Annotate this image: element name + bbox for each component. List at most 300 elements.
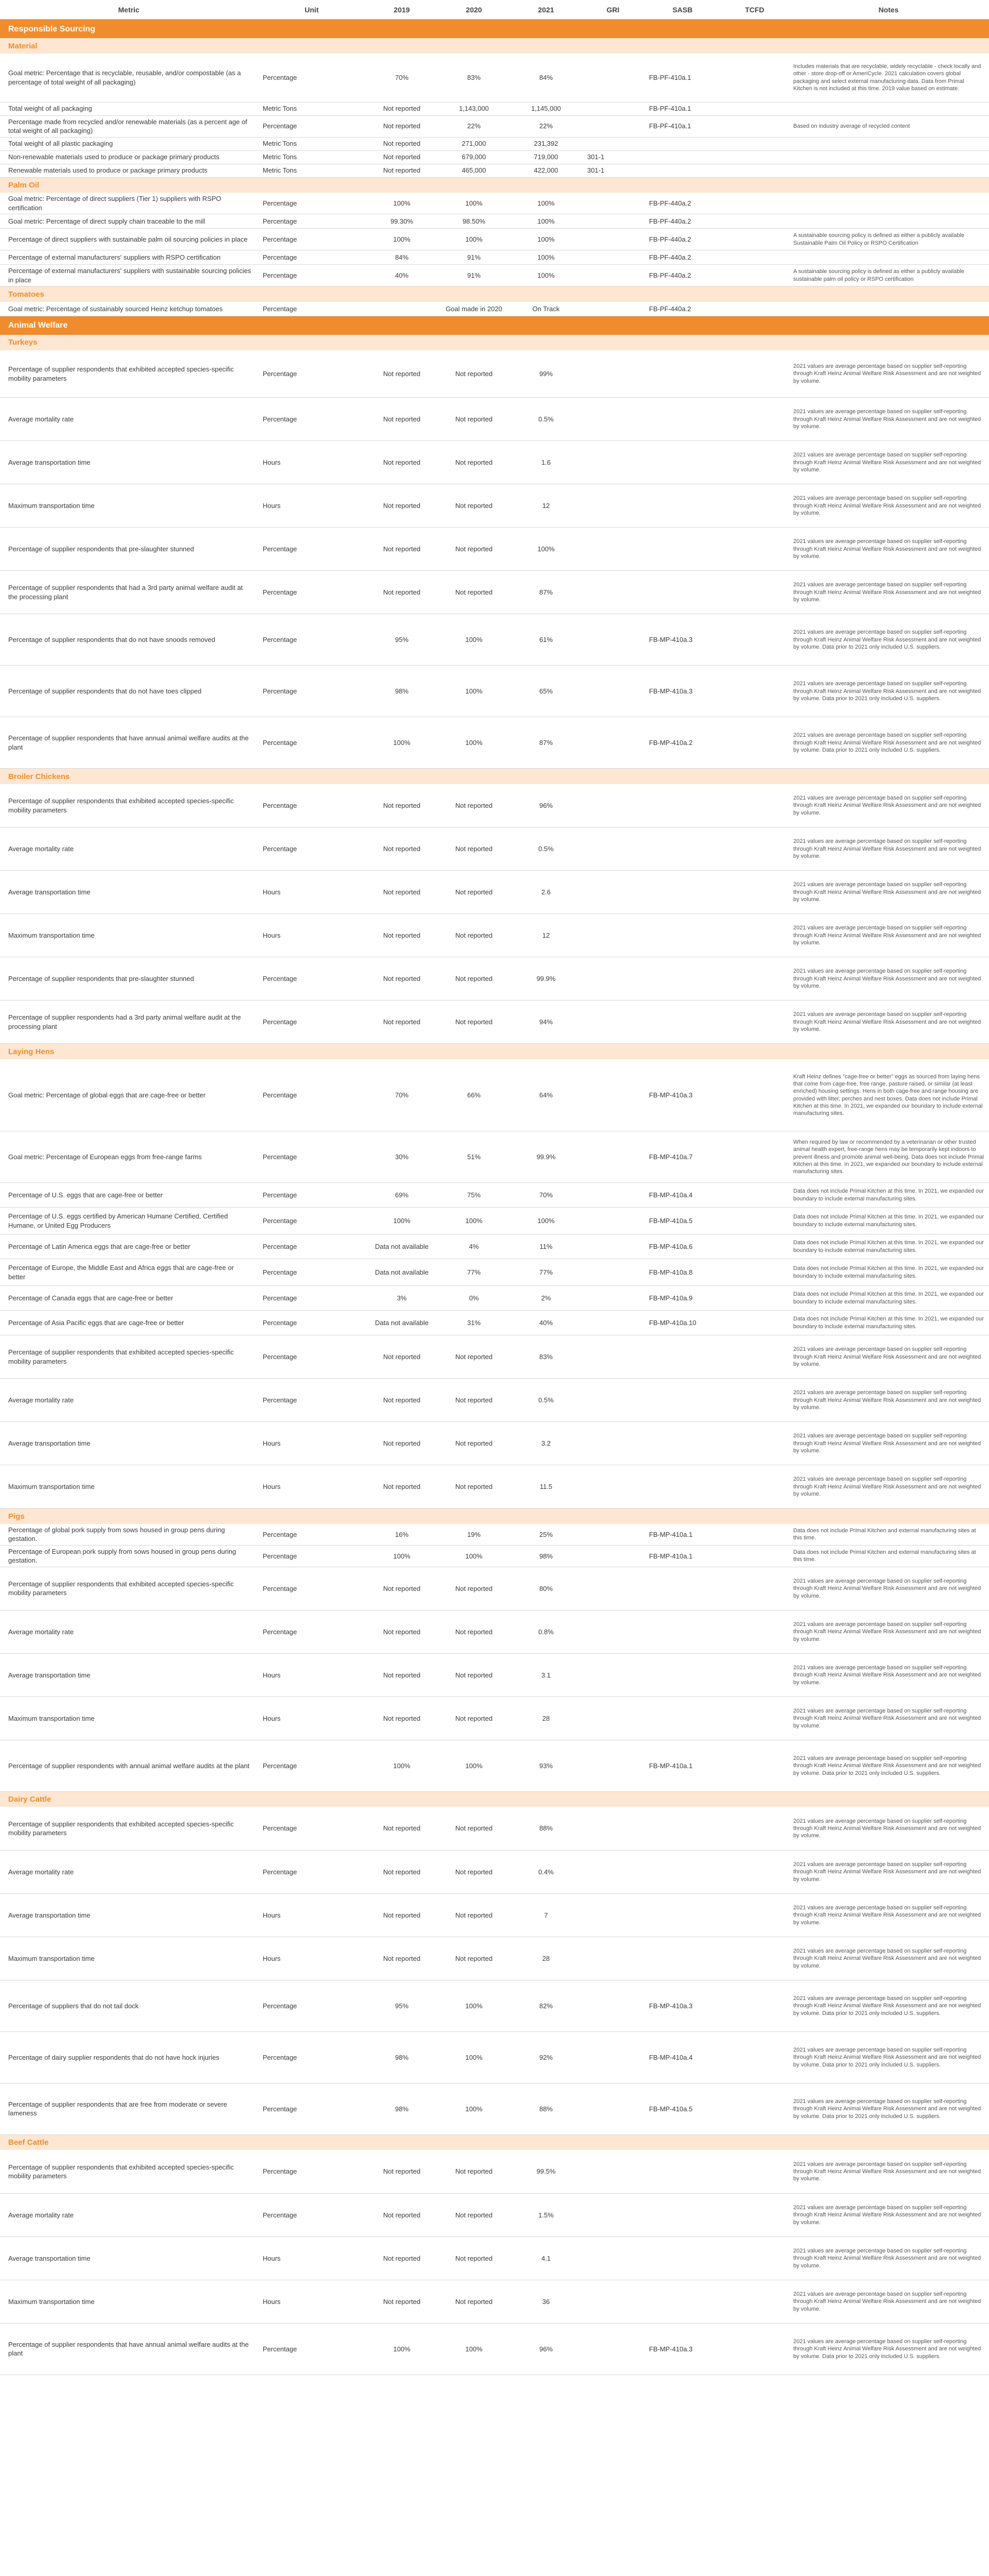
value-2020-cell: Not reported — [438, 1937, 510, 1980]
sasb-cell — [644, 484, 721, 528]
gri-cell — [582, 2236, 644, 2280]
unit-cell: Hours — [258, 2280, 366, 2323]
unit-cell: Metric Tons — [258, 102, 366, 115]
table-row — [0, 1001, 989, 1044]
table-row — [0, 2193, 989, 2236]
gri-cell — [582, 250, 644, 265]
tcfd-cell — [721, 666, 788, 717]
value-2021-cell: 77% — [510, 1259, 582, 1286]
unit-cell: Percentage — [258, 265, 366, 286]
notes-cell — [788, 302, 989, 316]
sasb-cell — [644, 1422, 721, 1465]
sasb-cell — [644, 871, 721, 914]
value-2019-cell: 98% — [366, 666, 438, 717]
value-2021-cell: 0.5% — [510, 398, 582, 441]
value-2021-cell: 99.9% — [510, 957, 582, 1001]
sasb-cell: FB-MP-410a.5 — [644, 1208, 721, 1234]
unit-cell: Percentage — [258, 1234, 366, 1259]
value-2021-cell: 0.8% — [510, 1610, 582, 1653]
notes-cell: 2021 values are average percentage based on supplier self-reporting through Kraft Heinz Animal Welfare Risk Assessment and are not weighted by volume. — [788, 398, 989, 441]
tcfd-cell — [721, 164, 788, 177]
table-row — [0, 250, 989, 265]
value-2021-cell: 83% — [510, 1335, 582, 1379]
tcfd-cell — [721, 1893, 788, 1937]
section-title: Responsible Sourcing — [0, 20, 989, 38]
table-row — [0, 1937, 989, 1980]
value-2021-cell: 28 — [510, 1697, 582, 1740]
gri-cell — [582, 398, 644, 441]
metric-cell: Percentage of supplier respondents that had a 3rd party animal welfare audit at the processing plant — [0, 571, 258, 614]
notes-cell: Includes materials that are recyclable, widely recyclable - check locally and other - store drop-off or AmeriCycle. 2021 calculation covers global packaging and select external manufacturing data. Data from Primal Kitchen is not included at this time. 2019 value based on estimate. — [788, 54, 989, 102]
subsection-header — [0, 1509, 989, 1524]
notes-cell: Data does not include Primal Kitchen at this time. In 2021, we expanded our boundary to include external manufacturing sites. — [788, 1286, 989, 1311]
tcfd-cell — [721, 2193, 788, 2236]
tcfd-cell — [721, 54, 788, 102]
sasb-cell: FB-MP-410a.4 — [644, 1183, 721, 1208]
sasb-cell — [644, 1850, 721, 1893]
value-2020-cell: 100% — [438, 666, 510, 717]
notes-cell — [788, 193, 989, 214]
notes-cell: Data does not include Primal Kitchen and external manufacturing sites at this time. — [788, 1545, 989, 1567]
table-body — [0, 20, 989, 2375]
value-2019-cell: Not reported — [366, 1850, 438, 1893]
value-2020-cell: Not reported — [438, 1465, 510, 1509]
col-header-gri: GRI — [582, 0, 644, 20]
unit-cell: Percentage — [258, 571, 366, 614]
value-2020-cell: Not reported — [438, 1850, 510, 1893]
tcfd-cell — [721, 302, 788, 316]
tcfd-cell — [721, 150, 788, 164]
subsection-header — [0, 286, 989, 302]
tcfd-cell — [721, 1183, 788, 1208]
sasb-cell — [644, 2236, 721, 2280]
col-header-notes: Notes — [788, 0, 989, 20]
notes-cell: Data does not include Primal Kitchen and external manufacturing sites at this time. — [788, 1524, 989, 1546]
notes-cell: Kraft Heinz defines "cage-free or better" eggs as sourced from laying hens that come from cage-free, free range, pasture raised, or similar (at least enriched) housing settings. Hens in both cage-free and range housing are provided with litter, perches and nest boxes. Data does not include Primal Kitchen at this time. In 2021, we expanded our boundary to include external manufacturing sites. — [788, 1059, 989, 1131]
metric-cell: Average mortality rate — [0, 827, 258, 871]
tcfd-cell — [721, 1208, 788, 1234]
metric-cell: Total weight of all plastic packaging — [0, 137, 258, 150]
unit-cell: Percentage — [258, 1807, 366, 1850]
notes-cell: 2021 values are average percentage based on supplier self-reporting through Kraft Heinz Animal Welfare Risk Assessment and are not weighted by volume. — [788, 441, 989, 484]
metric-cell: Percentage of supplier respondents that pre-slaughter stunned — [0, 957, 258, 1001]
unit-cell: Percentage — [258, 717, 366, 769]
table-row — [0, 571, 989, 614]
value-2021-cell: 96% — [510, 2323, 582, 2375]
metric-cell: Renewable materials used to produce or package primary products — [0, 164, 258, 177]
gri-cell — [582, 1524, 644, 1546]
value-2019-cell: Not reported — [366, 1422, 438, 1465]
unit-cell: Percentage — [258, 250, 366, 265]
value-2020-cell: 91% — [438, 250, 510, 265]
subsection-title: Palm Oil — [0, 177, 989, 193]
value-2021-cell: 61% — [510, 614, 582, 666]
unit-cell: Percentage — [258, 398, 366, 441]
unit-cell: Percentage — [258, 1379, 366, 1422]
sasb-cell — [644, 827, 721, 871]
tcfd-cell — [721, 1937, 788, 1980]
metric-cell: Percentage of U.S. eggs certified by American Humane Certified, Certified Humane, or United Egg Producers — [0, 1208, 258, 1234]
notes-cell: 2021 values are average percentage based on supplier self-reporting through Kraft Heinz Animal Welfare Risk Assessment and are not weighted by volume. — [788, 571, 989, 614]
value-2019-cell: Not reported — [366, 784, 438, 827]
value-2020-cell: 100% — [438, 229, 510, 250]
table-row — [0, 1131, 989, 1183]
value-2020-cell: Not reported — [438, 1335, 510, 1379]
tcfd-cell — [721, 193, 788, 214]
tcfd-cell — [721, 484, 788, 528]
unit-cell: Percentage — [258, 1567, 366, 1610]
value-2019-cell: Not reported — [366, 137, 438, 150]
gri-cell — [582, 1259, 644, 1286]
value-2021-cell: 1.6 — [510, 441, 582, 484]
metric-cell: Percentage of Europe, the Middle East and Africa eggs that are cage-free or better — [0, 1259, 258, 1286]
notes-cell: 2021 values are average percentage based on supplier self-reporting through Kraft Heinz Animal Welfare Risk Assessment and are not weighted by volume. — [788, 914, 989, 957]
unit-cell: Percentage — [258, 1183, 366, 1208]
tcfd-cell — [721, 1610, 788, 1653]
gri-cell — [582, 1001, 644, 1044]
metric-cell: Percentage of U.S. eggs that are cage-free or better — [0, 1183, 258, 1208]
metric-cell: Percentage made from recycled and/or renewable materials (as a percent age of total weight of all packaging) — [0, 115, 258, 137]
unit-cell: Metric Tons — [258, 150, 366, 164]
value-2020-cell: Not reported — [438, 528, 510, 571]
notes-cell: 2021 values are average percentage based on supplier self-reporting through Kraft Heinz Animal Welfare Risk Assessment and are not weighted by volume. — [788, 827, 989, 871]
metric-cell: Average mortality rate — [0, 2193, 258, 2236]
value-2019-cell: Data not available — [366, 1311, 438, 1335]
unit-cell: Hours — [258, 1465, 366, 1509]
gri-cell — [582, 1183, 644, 1208]
table-row — [0, 1422, 989, 1465]
table-row — [0, 302, 989, 316]
gri-cell — [582, 528, 644, 571]
table-row — [0, 193, 989, 214]
value-2019-cell: Not reported — [366, 2236, 438, 2280]
gri-cell — [582, 1379, 644, 1422]
value-2019-cell: 70% — [366, 54, 438, 102]
value-2019-cell: 70% — [366, 1059, 438, 1131]
tcfd-cell — [721, 784, 788, 827]
metric-cell: Average transportation time — [0, 1653, 258, 1697]
metric-cell: Maximum transportation time — [0, 914, 258, 957]
tcfd-cell — [721, 229, 788, 250]
unit-cell: Percentage — [258, 2150, 366, 2193]
table-row — [0, 398, 989, 441]
tcfd-cell — [721, 1131, 788, 1183]
gri-cell — [582, 1697, 644, 1740]
value-2019-cell: 16% — [366, 1524, 438, 1546]
value-2020-cell: Not reported — [438, 398, 510, 441]
metric-cell: Percentage of supplier respondents that exhibited accepted species-specific mobility parameters — [0, 1335, 258, 1379]
metric-cell: Percentage of supplier respondents that pre-slaughter stunned — [0, 528, 258, 571]
value-2021-cell: 40% — [510, 1311, 582, 1335]
gri-cell — [582, 1311, 644, 1335]
value-2019-cell: 100% — [366, 229, 438, 250]
value-2019-cell: Data not available — [366, 1259, 438, 1286]
unit-cell: Percentage — [258, 115, 366, 137]
value-2020-cell: Not reported — [438, 1001, 510, 1044]
value-2019-cell: Not reported — [366, 441, 438, 484]
table-row — [0, 229, 989, 250]
notes-cell: 2021 values are average percentage based on supplier self-reporting through Kraft Heinz Animal Welfare Risk Assessment and are not weighted by volume. — [788, 2236, 989, 2280]
unit-cell: Percentage — [258, 1131, 366, 1183]
tcfd-cell — [721, 1422, 788, 1465]
notes-cell — [788, 164, 989, 177]
metric-cell: Percentage of supplier respondents had a 3rd party animal welfare audit at the processing plant — [0, 1001, 258, 1044]
sasb-cell — [644, 150, 721, 164]
metric-cell: Percentage of dairy supplier respondents that do not have hock injuries — [0, 2031, 258, 2083]
sasb-cell: FB-MP-410a.3 — [644, 666, 721, 717]
gri-cell — [582, 102, 644, 115]
gri-cell — [582, 302, 644, 316]
tcfd-cell — [721, 614, 788, 666]
value-2019-cell: Not reported — [366, 1465, 438, 1509]
value-2019-cell: 84% — [366, 250, 438, 265]
value-2020-cell: Not reported — [438, 1379, 510, 1422]
value-2019-cell: Not reported — [366, 115, 438, 137]
value-2019-cell: 40% — [366, 265, 438, 286]
table-row — [0, 2083, 989, 2134]
subsection-header — [0, 38, 989, 54]
gri-cell — [582, 717, 644, 769]
value-2021-cell: 719,000 — [510, 150, 582, 164]
value-2021-cell: 12 — [510, 914, 582, 957]
unit-cell: Percentage — [258, 1740, 366, 1791]
value-2020-cell: 1,143,000 — [438, 102, 510, 115]
gri-cell — [582, 871, 644, 914]
value-2019-cell: Not reported — [366, 1567, 438, 1610]
value-2019-cell: Not reported — [366, 1807, 438, 1850]
sasb-cell: FB-PF-440a.2 — [644, 193, 721, 214]
sasb-cell — [644, 1465, 721, 1509]
gri-cell: 301-1 — [582, 164, 644, 177]
value-2019-cell: Not reported — [366, 102, 438, 115]
sasb-cell: FB-MP-410a.5 — [644, 2083, 721, 2134]
value-2020-cell: Not reported — [438, 957, 510, 1001]
unit-cell: Hours — [258, 1422, 366, 1465]
tcfd-cell — [721, 2150, 788, 2193]
value-2019-cell: Not reported — [366, 1697, 438, 1740]
unit-cell: Percentage — [258, 1524, 366, 1546]
metric-cell: Maximum transportation time — [0, 2280, 258, 2323]
metric-cell: Percentage of supplier respondents that exhibited accepted species-specific mobility parameters — [0, 350, 258, 398]
metric-cell: Percentage of Canada eggs that are cage-free or better — [0, 1286, 258, 1311]
sasb-cell: FB-PF-410a.1 — [644, 102, 721, 115]
tcfd-cell — [721, 1545, 788, 1567]
value-2019-cell: Not reported — [366, 350, 438, 398]
notes-cell: 2021 values are average percentage based on supplier self-reporting through Kraft Heinz Animal Welfare Risk Assessment and are not weighted by volume. — [788, 350, 989, 398]
notes-cell: 2021 values are average percentage based on supplier self-reporting through Kraft Heinz Animal Welfare Risk Assessment and are not weighted by volume. — [788, 1422, 989, 1465]
metric-cell: Percentage of supplier respondents with annual animal welfare audits at the plant — [0, 1740, 258, 1791]
col-header-sasb: SASB — [644, 0, 721, 20]
value-2021-cell: 96% — [510, 784, 582, 827]
table-row — [0, 1653, 989, 1697]
table-row — [0, 1208, 989, 1234]
notes-cell: 2021 values are average percentage based on supplier self-reporting through Kraft Heinz Animal Welfare Risk Assessment and are not weighted by volume. — [788, 484, 989, 528]
unit-cell: Percentage — [258, 1610, 366, 1653]
notes-cell: Based on industry average of recycled content — [788, 115, 989, 137]
value-2020-cell: Not reported — [438, 571, 510, 614]
sasb-cell: FB-PF-440a.2 — [644, 229, 721, 250]
table-row — [0, 1980, 989, 2031]
table-row — [0, 528, 989, 571]
gri-cell — [582, 914, 644, 957]
col-header-tcfd: TCFD — [721, 0, 788, 20]
table-row — [0, 1465, 989, 1509]
value-2021-cell: 93% — [510, 1740, 582, 1791]
tcfd-cell — [721, 1335, 788, 1379]
sasb-cell: FB-MP-410a.6 — [644, 1234, 721, 1259]
sasb-cell — [644, 1610, 721, 1653]
notes-cell: 2021 values are average percentage based on supplier self-reporting through Kraft Heinz Animal Welfare Risk Assessment and are not weighted by volume. Data prior to 2021 only included U.S. suppliers. — [788, 1980, 989, 2031]
metric-cell: Non-renewable materials used to produce or package primary products — [0, 150, 258, 164]
value-2019-cell: Not reported — [366, 1610, 438, 1653]
notes-cell: 2021 values are average percentage based on supplier self-reporting through Kraft Heinz Animal Welfare Risk Assessment and are not weighted by volume. — [788, 1465, 989, 1509]
table-row — [0, 441, 989, 484]
value-2020-cell: 100% — [438, 2083, 510, 2134]
section-title: Animal Welfare — [0, 316, 989, 335]
value-2019-cell: Not reported — [366, 914, 438, 957]
sasb-cell — [644, 1379, 721, 1422]
value-2019-cell: 100% — [366, 193, 438, 214]
gri-cell — [582, 1980, 644, 2031]
gri-cell — [582, 614, 644, 666]
unit-cell: Hours — [258, 484, 366, 528]
value-2020-cell: Not reported — [438, 2193, 510, 2236]
notes-cell: 2021 values are average percentage based on supplier self-reporting through Kraft Heinz Animal Welfare Risk Assessment and are not weighted by volume. — [788, 1335, 989, 1379]
value-2020-cell: Not reported — [438, 1653, 510, 1697]
subsection-header — [0, 177, 989, 193]
unit-cell: Percentage — [258, 1001, 366, 1044]
unit-cell: Percentage — [258, 614, 366, 666]
value-2020-cell: 100% — [438, 1208, 510, 1234]
value-2019-cell: Not reported — [366, 827, 438, 871]
tcfd-cell — [721, 571, 788, 614]
tcfd-cell — [721, 2280, 788, 2323]
gri-cell — [582, 957, 644, 1001]
notes-cell: Data does not include Primal Kitchen at this time. In 2021, we expanded our boundary to include external manufacturing sites. — [788, 1183, 989, 1208]
metric-cell: Maximum transportation time — [0, 484, 258, 528]
tcfd-cell — [721, 957, 788, 1001]
sasb-cell: FB-MP-410a.9 — [644, 1286, 721, 1311]
sasb-cell: FB-PF-410a.1 — [644, 54, 721, 102]
notes-cell: Data does not include Primal Kitchen at this time. In 2021, we expanded our boundary to include external manufacturing sites. — [788, 1311, 989, 1335]
subsection-title: Beef Cattle — [0, 2134, 989, 2150]
value-2020-cell: 271,000 — [438, 137, 510, 150]
value-2021-cell: 87% — [510, 571, 582, 614]
sasb-cell: FB-MP-410a.8 — [644, 1259, 721, 1286]
value-2021-cell: 88% — [510, 1807, 582, 1850]
unit-cell: Percentage — [258, 54, 366, 102]
value-2019-cell: 98% — [366, 2083, 438, 2134]
value-2019-cell: 69% — [366, 1183, 438, 1208]
value-2020-cell: 75% — [438, 1183, 510, 1208]
sasb-cell: FB-MP-410a.4 — [644, 2031, 721, 2083]
value-2020-cell: 66% — [438, 1059, 510, 1131]
table-row — [0, 1850, 989, 1893]
value-2019-cell: Not reported — [366, 1335, 438, 1379]
gri-cell — [582, 441, 644, 484]
notes-cell: A sustainable sourcing policy is defined as either a publicly available Sustainable Palm Oil Policy or RSPO Certification — [788, 229, 989, 250]
notes-cell — [788, 102, 989, 115]
metric-cell: Percentage of supplier respondents that do not have toes clipped — [0, 666, 258, 717]
tcfd-cell — [721, 1850, 788, 1893]
value-2021-cell: 87% — [510, 717, 582, 769]
tcfd-cell — [721, 1259, 788, 1286]
unit-cell: Percentage — [258, 1059, 366, 1131]
value-2019-cell: Not reported — [366, 484, 438, 528]
unit-cell: Metric Tons — [258, 137, 366, 150]
value-2021-cell: 88% — [510, 2083, 582, 2134]
value-2019-cell: 100% — [366, 1208, 438, 1234]
value-2021-cell: 100% — [510, 250, 582, 265]
table-row — [0, 1740, 989, 1791]
value-2020-cell: Not reported — [438, 1422, 510, 1465]
value-2021-cell: On Track — [510, 302, 582, 316]
sasb-cell — [644, 1653, 721, 1697]
sasb-cell — [644, 137, 721, 150]
sasb-cell — [644, 2193, 721, 2236]
gri-cell — [582, 571, 644, 614]
value-2020-cell: Not reported — [438, 484, 510, 528]
value-2020-cell: 98.50% — [438, 214, 510, 229]
gri-cell — [582, 1567, 644, 1610]
notes-cell: Data does not include Primal Kitchen at this time. In 2021, we expanded our boundary to include external manufacturing sites. — [788, 1259, 989, 1286]
metric-cell: Percentage of supplier respondents that have annual animal welfare audits at the plant — [0, 2323, 258, 2375]
tcfd-cell — [721, 1001, 788, 1044]
value-2021-cell: 100% — [510, 229, 582, 250]
value-2020-cell: Not reported — [438, 441, 510, 484]
value-2019-cell: Not reported — [366, 1001, 438, 1044]
gri-cell — [582, 115, 644, 137]
value-2021-cell: 80% — [510, 1567, 582, 1610]
value-2020-cell: Not reported — [438, 1567, 510, 1610]
sasb-cell — [644, 398, 721, 441]
notes-cell: Data does not include Primal Kitchen at this time. In 2021, we expanded our boundary to include external manufacturing sites. — [788, 1234, 989, 1259]
value-2021-cell: 22% — [510, 115, 582, 137]
sasb-cell — [644, 1001, 721, 1044]
tcfd-cell — [721, 1653, 788, 1697]
table-row — [0, 350, 989, 398]
notes-cell: 2021 values are average percentage based on supplier self-reporting through Kraft Heinz Animal Welfare Risk Assessment and are not weighted by volume. Data prior to 2021 only included U.S. suppliers. — [788, 2323, 989, 2375]
gri-cell — [582, 1893, 644, 1937]
notes-cell: 2021 values are average percentage based on supplier self-reporting through Kraft Heinz Animal Welfare Risk Assessment and are not weighted by volume. Data prior to 2021 only included U.S. suppliers. — [788, 717, 989, 769]
gri-cell: 301-1 — [582, 150, 644, 164]
metric-cell: Goal metric: Percentage that is recyclable, reusable, and/or compostable (as a percentage of total weight of all packaging) — [0, 54, 258, 102]
tcfd-cell — [721, 1311, 788, 1335]
table-row — [0, 54, 989, 102]
value-2021-cell: 3.1 — [510, 1653, 582, 1697]
notes-cell — [788, 137, 989, 150]
value-2021-cell: 99.5% — [510, 2150, 582, 2193]
table-row — [0, 214, 989, 229]
table-row — [0, 150, 989, 164]
table-row — [0, 2031, 989, 2083]
col-header-2020: 2020 — [438, 0, 510, 20]
metric-cell: Average transportation time — [0, 441, 258, 484]
table-row — [0, 666, 989, 717]
value-2020-cell: Not reported — [438, 871, 510, 914]
value-2019-cell: 100% — [366, 2323, 438, 2375]
unit-cell: Percentage — [258, 1311, 366, 1335]
value-2021-cell: 0.5% — [510, 827, 582, 871]
gri-cell — [582, 350, 644, 398]
col-header-2021: 2021 — [510, 0, 582, 20]
tcfd-cell — [721, 398, 788, 441]
table-row — [0, 614, 989, 666]
gri-cell — [582, 214, 644, 229]
value-2021-cell: 36 — [510, 2280, 582, 2323]
metric-cell: Goal metric: Percentage of direct supply chain traceable to the mill — [0, 214, 258, 229]
gri-cell — [582, 2150, 644, 2193]
